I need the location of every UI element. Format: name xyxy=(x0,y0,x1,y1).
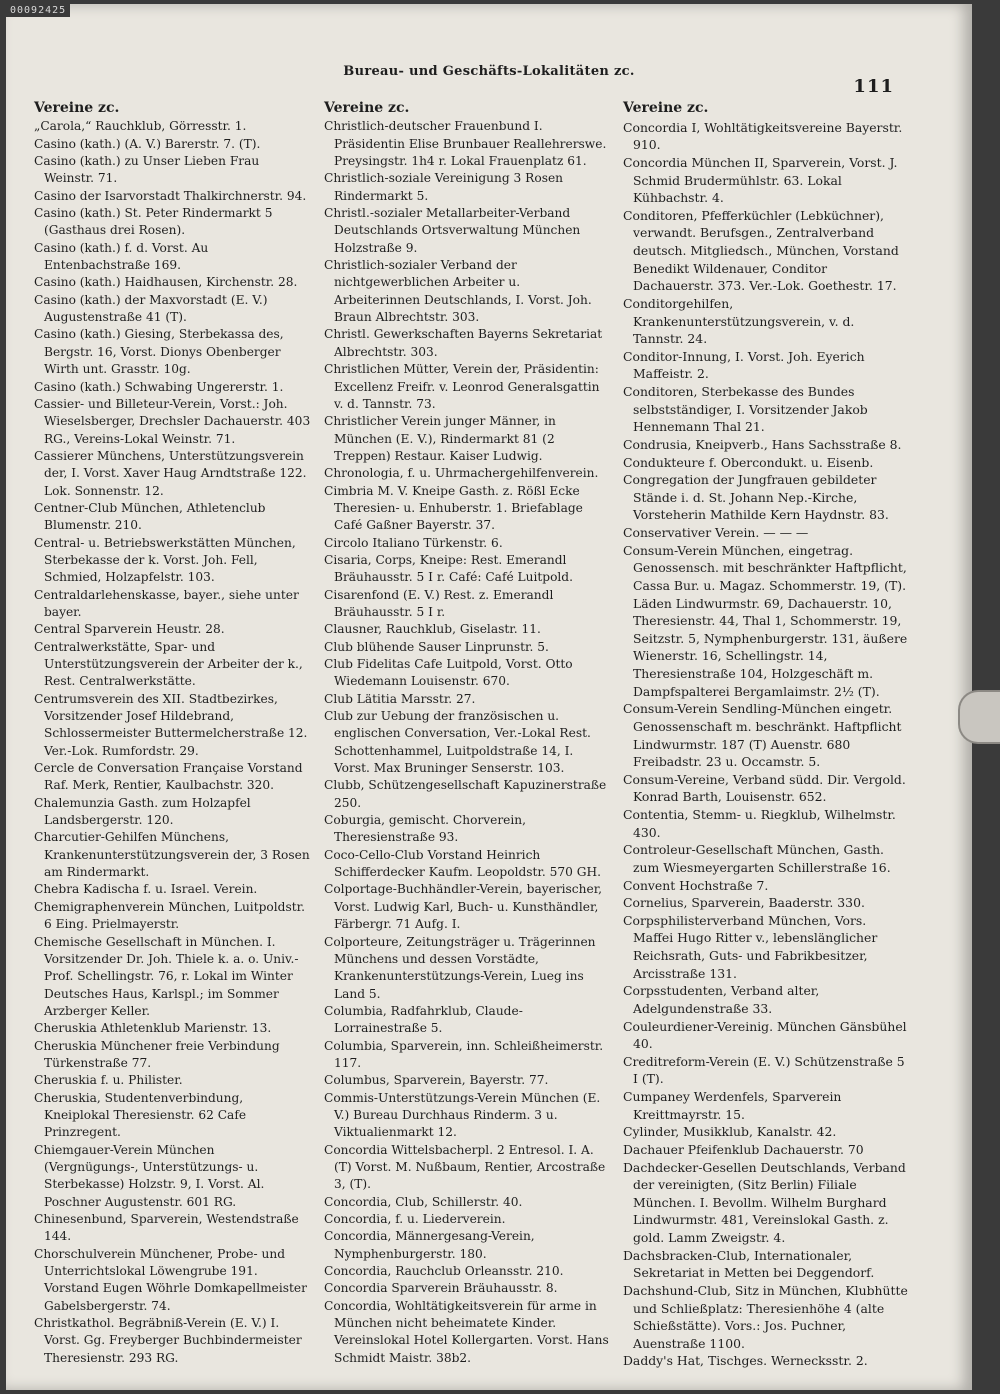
directory-entry: Club zur Uebung der französischen u. englischen Conversation, Ver.-Lokal Rest. Schottenhammel, Luitpoldstraße 14, I. Vorst. Max Bruninger Senserstr. 103. xyxy=(324,709,591,776)
directory-entry: Cimbria M. V. Kneipe Gasth. z. Rößl Ecke Theresien- u. Enhuberstr. 1. Briefablage Café Gaßner Bayerstr. 37. xyxy=(324,483,583,533)
directory-entry: Colporteure, Zeitungsträger u. Trägerinnen Münchens und dessen Vorstädte, Krankenunterstützungs-Verein, Lueg ins Land 5. xyxy=(324,934,596,1001)
directory-entry: Chorschulverein Münchener, Probe- und Unterrichtslokal Löwengrube 191. Vorstand Eugen Wöhrle Domkapellmeister Gabelsbergerstr. 74. xyxy=(34,1246,307,1313)
directory-entry: Centraldarlehenskasse, bayer., siehe unter bayer. xyxy=(34,587,299,619)
directory-entry: Club Lätitia Marsstr. 27. xyxy=(324,691,476,706)
directory-entry: Contentia, Stemm- u. Riegklub, Wilhelmstr. 430. xyxy=(623,807,896,840)
directory-entry: Creditreform-Verein (E. V.) Schützenstraße 5 I (T). xyxy=(623,1053,905,1087)
directory-entry: Columbus, Sparverein, Bayerstr. 77. xyxy=(324,1073,549,1088)
directory-entry: Clausner, Rauchklub, Giselastr. 11. xyxy=(324,622,541,637)
directory-entry: Coco-Cello-Club Vorstand Heinrich Schifferdecker Kaufm. Leopoldstr. 570 GH. xyxy=(324,847,602,880)
directory-entry: Casino (kath.) Haidhausen, Kirchenstr. 28. xyxy=(34,275,298,290)
directory-entry: Dachauer Pfeifenklub Dachauerstr. 70 xyxy=(623,1141,864,1157)
directory-entry: Condukteure f. Obercondukt. u. Eisenb. xyxy=(623,454,874,470)
directory-entry: Casino (kath.) zu Unser Lieben Frau Weinstr. 71. xyxy=(34,154,260,186)
directory-entry: Christlich-deutscher Frauenbund I. Präsidentin Elise Brunbauer Reallehrerswe. Preysingstr. 1h4 r. Lokal Frauenplatz 61. xyxy=(324,119,607,169)
directory-entry: Chemische Gesellschaft in München. I. Vorsitzender Dr. Joh. Thiele k. a. o. Univ.-Prof. Schellingstr. 76, r. Lokal im Winter Deutsches Haus, Karlspl.; im Sommer Arzberger Keller. xyxy=(34,934,299,1018)
column-heading: Vereine zc. xyxy=(623,100,709,116)
directory-entry: Chinesenbund, Sparverein, Westendstraße 144. xyxy=(34,1212,299,1244)
directory-entry: Dachsbracken-Club, Internationaler, Sekretariat in Metten bei Deggendorf. xyxy=(623,1247,875,1281)
directory-entry: Casino (kath.) Giesing, Sterbekassa des, Bergstr. 16, Vorst. Dionys Obenberger Wirth unt. Grasstr. 10g. xyxy=(34,327,284,377)
column-heading: Vereine zc. xyxy=(34,100,120,116)
directory-entry: Columbia, Sparverein, inn. Schleißheimerstr. 117. xyxy=(324,1038,604,1070)
directory-entry: Conservativer Verein. — — — xyxy=(623,525,809,540)
directory-entry: Concordia Sparverein Bräuhausstr. 8. xyxy=(324,1281,558,1296)
directory-entry: Concordia I, Wohltätigkeitsvereine Bayerstr. 910. xyxy=(623,119,903,153)
directory-entry: Christlicher Verein junger Männer, in München (E. V.), Rindermarkt 81 (2 Treppen) Restaur. Kaiser Ludwig. xyxy=(324,414,556,463)
directory-entry: Congregation der Jungfrauen gebildeter Stände i. d. St. Johann Nep.-Kirche, Vorsteherin Mathilde Kern Haydnstr. 83. xyxy=(623,472,889,523)
directory-entry: Coburgia, gemischt. Chorverein, Theresienstraße 93. xyxy=(324,813,526,845)
entry-list xyxy=(34,118,312,1367)
directory-entry: Commis-Unterstützungs-Verein München (E. V.) Bureau Durchhaus Rinderm. 3 u. Viktualienmarkt 12. xyxy=(324,1090,601,1140)
directory-entry: Central Sparverein Heustr. 28. xyxy=(34,622,225,637)
directory-entry: Casino (kath.) Schwabing Ungererstr. 1. xyxy=(34,379,284,394)
directory-entry: Dachshund-Club, Sitz in München, Klubhütte und Schließplatz: Theresienhöhe 4 (alte Schießstätte). Vors.: Jos. Puchner, Auenstraße 1100. xyxy=(623,1282,908,1351)
directory-entry: Casino (kath.) (A. V.) Barerstr. 7. (T). xyxy=(34,136,261,151)
directory-entry: Christl.-sozialer Metallarbeiter-Verband Deutschlands Ortsverwaltung München Holzstraße 9. xyxy=(324,206,581,255)
directory-entry: Chalemunzia Gasth. zum Holzapfel Landsbergerstr. 120. xyxy=(34,795,251,828)
directory-page xyxy=(6,4,972,1390)
directory-entry: Casino (kath.) der Maxvorstadt (E. V.) Augustenstraße 41 (T). xyxy=(34,292,268,325)
directory-entry: Cheruskia f. u. Philister. xyxy=(34,1073,183,1088)
directory-entry: Centrumsverein des XII. Stadtbezirkes, Vorsitzender Josef Hildebrand, Schlossermeister Buttermelcherstraße 12. Ver.-Lok. Rumfordstr. 29. xyxy=(34,691,308,758)
column-heading: Vereine zc. xyxy=(324,100,410,116)
directory-entry: Club blühende Sauser Linprunstr. 5. xyxy=(324,639,549,654)
directory-entry: Cercle de Conversation Française Vorstand Raf. Merk, Rentier, Kaulbachstr. 320. xyxy=(34,761,303,793)
directory-entry: Cumpaney Werdenfels, Sparverein Kreittmayrstr. 15. xyxy=(623,1089,842,1122)
directory-entry: Colportage-Buchhändler-Verein, bayerischer, Vorst. Ludwig Karl, Buch- u. Kunsthändler, Färbergr. 71 Aufg. I. xyxy=(324,882,603,932)
binding-clip xyxy=(958,690,1000,744)
column-1 xyxy=(34,100,312,1367)
running-head: Bureau- und Geschäfts-Lokalitäten zc. xyxy=(343,64,635,79)
directory-entry: Consum-Vereine, Verband südd. Dir. Vergold. Konrad Barth, Louisenstr. 652. xyxy=(623,771,906,805)
directory-entry: Centralwerkstätte, Spar- und Unterstützungsverein der Arbeiter der k., Rest. Centralwerkstätte. xyxy=(34,639,303,689)
directory-entry: Charcutier-Gehilfen Münchens, Krankenunterstützungsverein der, 3 Rosen am Rindermarkt. xyxy=(34,830,310,880)
directory-entry: Couleurdiener-Vereinig. München Gänsbühel 40. xyxy=(623,1018,907,1052)
directory-entry: „Carola,“ Rauchklub, Görresstr. 1. xyxy=(34,119,247,134)
directory-entry: Cheruskia, Studentenverbindung, Kneiplokal Theresienstr. 62 Cafe Prinzregent. xyxy=(34,1090,247,1140)
directory-entry: Chronologia, f. u. Uhrmachergehilfenverein. xyxy=(324,466,599,481)
directory-entry: Controleur-Gesellschaft München, Gasth. zum Wiesmeyergarten Schillerstraße 16. xyxy=(623,842,891,875)
page-number: 111 xyxy=(853,76,894,97)
column-3 xyxy=(623,100,908,1370)
column-2 xyxy=(324,100,609,1367)
directory-entry: Chemigraphenverein München, Luitpoldstr. 6 Eing. Prielmayerstr. xyxy=(34,899,305,932)
directory-entry: Convent Hochstraße 7. xyxy=(623,877,769,893)
directory-entry: Christl. Gewerkschaften Bayerns Sekretariat Albrechtstr. 303. xyxy=(324,327,603,359)
directory-entry: Daddy's Hat, Tischges. Wernecksstr. 2. xyxy=(623,1353,868,1369)
directory-entry: Columbia, Radfahrklub, Claude-Lorrainestraße 5. xyxy=(324,1003,523,1036)
directory-entry: Corpsstudenten, Verband alter, Adelgundenstraße 33. xyxy=(623,983,820,1016)
directory-entry: Casino der Isarvorstadt Thalkirchnerstr. 94. xyxy=(34,188,307,203)
directory-entry: Concordia, Männergesang-Verein, Nymphenburgerstr. 180. xyxy=(324,1229,535,1261)
directory-entry: Chiemgauer-Verein München (Vergnügungs-, Unterstützungs- u. Sterbekasse) Holzstr. 9, I. Vorst. Al. Poschner Augustenstr. 601 RG. xyxy=(34,1142,265,1209)
entry-list xyxy=(623,119,908,1370)
directory-entry: Consum-Verein Sendling-München eingetr. Genossenschaft m. beschränkt. Haftpflicht Lindwurmstr. 187 (T) Auenstr. 680 Freibadstr. 23 u. Occamstr. 5. xyxy=(623,701,902,770)
scan-id-stamp: 00092425 xyxy=(6,4,70,17)
directory-entry: Clubb, Schützengesellschaft Kapuzinerstraße 250. xyxy=(324,778,607,810)
directory-entry: Concordia Wittelsbacherpl. 2 Entresol. I. A. (T) Vorst. M. Nußbaum, Rentier, Arcostraße 3, (T). xyxy=(324,1142,606,1192)
directory-entry: Christlich-sozialer Verband der nichtgewerblichen Arbeiter u. Arbeiterinnen Deutschlands, I. Vorst. Joh. Braun Albrechtstr. 303. xyxy=(324,258,592,325)
directory-entry: Dachdecker-Gesellen Deutschlands, Verband der vereinigten, (Sitz Berlin) Filiale München. I. Bevollm. Wilhelm Burghard Lindwurmstr. 481, Vereinslokal Gasth. z. gold. Lamm Zweigstr. 4. xyxy=(623,1159,906,1245)
directory-entry: Club Fidelitas Cafe Luitpold, Vorst. Otto Wiedemann Louisenstr. 670. xyxy=(324,657,573,689)
directory-entry: Consum-Verein München, eingetrag. Genossensch. mit beschränkter Haftpflicht, Cassa Bur. u. Magaz. Schommerstr. 19, (T). Läden Lindwurmstr. 69, Dachauerstr. 10, Theresienstr. 44, Thal 1, Schommerstr. 19, Seitzstr. 5, Nymphenburgerstr. 131, äußere Wienerstr. 16, Schellingstr. 14, Theresienstraße 104, Holzgeschäft m. Dampfspalterei Bergamlaimstr. 2½ (T). xyxy=(623,542,908,699)
directory-entry: Chebra Kadischa f. u. Israel. Verein. xyxy=(34,882,258,897)
directory-entry: Central- u. Betriebswerkstätten München, Sterbekasse der k. Vorst. Joh. Fell, Schmied, Holzapfelstr. 103. xyxy=(34,535,296,585)
directory-entry: Cylinder, Musikklub, Kanalstr. 42. xyxy=(623,1124,837,1140)
directory-entry: Conditoren, Sterbekasse des Bundes selbstständiger, I. Vorsitzender Jakob Hennemann Thal 21. xyxy=(623,384,868,435)
directory-entry: Cassierer Münchens, Unterstützungsverein der, I. Vorst. Xaver Haug Arndtstraße 122. Lok. Sonnenstr. 12. xyxy=(34,448,307,498)
directory-entry: Centner-Club München, Athletenclub Blumenstr. 210. xyxy=(34,500,266,533)
directory-entry: Casino (kath.) f. d. Vorst. Au Entenbachstraße 169. xyxy=(34,240,209,273)
directory-entry: Cisarenfond (E. V.) Rest. z. Emerandl Bräuhausstr. 5 I r. xyxy=(324,587,554,619)
entry-list xyxy=(324,118,609,1367)
directory-entry: Cheruskia Münchener freie Verbindung Türkenstraße 77. xyxy=(34,1038,280,1070)
directory-entry: Concordia, Club, Schillerstr. 40. xyxy=(324,1194,523,1209)
directory-entry: Condrusia, Kneipverb., Hans Sachsstraße 8. xyxy=(623,436,902,452)
directory-entry: Cisaria, Corps, Kneipe: Rest. Emerandl Bräuhausstr. 5 I r. Café: Café Luitpold. xyxy=(324,552,573,585)
directory-entry: Cheruskia Athletenklub Marienstr. 13. xyxy=(34,1021,272,1036)
directory-entry: Concordia, Wohltätigkeitsverein für arme in München nicht beheimatete Kinder. Vereinslokal Hotel Kollergarten. Vorst. Hans Schmidt Maistr. 38b2. xyxy=(324,1298,609,1365)
directory-entry: Cornelius, Sparverein, Baaderstr. 330. xyxy=(623,895,865,911)
directory-entry: Conditorgehilfen, Krankenunterstützungsverein, v. d. Tannstr. 24. xyxy=(623,295,855,347)
directory-entry: Corpsphilisterverband München, Vors. Maffei Hugo Ritter v., lebenslänglicher Reichsrath, Guts- und Fabrikbesitzer, Arcisstraße 131. xyxy=(623,912,878,981)
directory-entry: Concordia München II, Sparverein, Vorst. J. Schmid Brudermühlstr. 63. Lokal Kühbachstr. 4. xyxy=(623,154,898,206)
directory-entry: Cassier- und Billeteur-Verein, Vorst.: Joh. Wieselsberger, Drechsler Dachauerstr. 403 RG., Vereins-Lokal Weinstr. 71. xyxy=(34,396,311,446)
directory-entry: Circolo Italiano Türkenstr. 6. xyxy=(324,535,503,550)
directory-entry: Concordia, f. u. Liederverein. xyxy=(324,1212,506,1226)
directory-entry: Conditor-Innung, I. Vorst. Joh. Eyerich Maffeistr. 2. xyxy=(623,348,865,382)
directory-entry: Conditoren, Pfefferküchler (Lebküchner), verwandt. Berufsgen., Zentralverband deutsch. Mitgliedsch., München, Vorstand Benedikt Wildenauer, Conditor Dachauerstr. 373. Ver.-Lok. Goethestr. 17. xyxy=(623,207,899,294)
directory-entry: Christlich-soziale Vereinigung 3 Rosen Rindermarkt 5. xyxy=(324,171,564,203)
directory-entry: Christlichen Mütter, Verein der, Präsidentin: Excellenz Freifr. v. Leonrod Generalsgattin v. d. Tannstr. 73. xyxy=(324,362,600,411)
directory-entry: Casino (kath.) St. Peter Rindermarkt 5 (Gasthaus drei Rosen). xyxy=(34,206,273,238)
directory-entry: Concordia, Rauchclub Orleansstr. 210. xyxy=(324,1264,564,1279)
directory-entry: Christkathol. Begräbniß-Verein (E. V.) I. Vorst. Gg. Freyberger Buchbindermeister Theresienstr. 293 RG. xyxy=(34,1316,302,1365)
